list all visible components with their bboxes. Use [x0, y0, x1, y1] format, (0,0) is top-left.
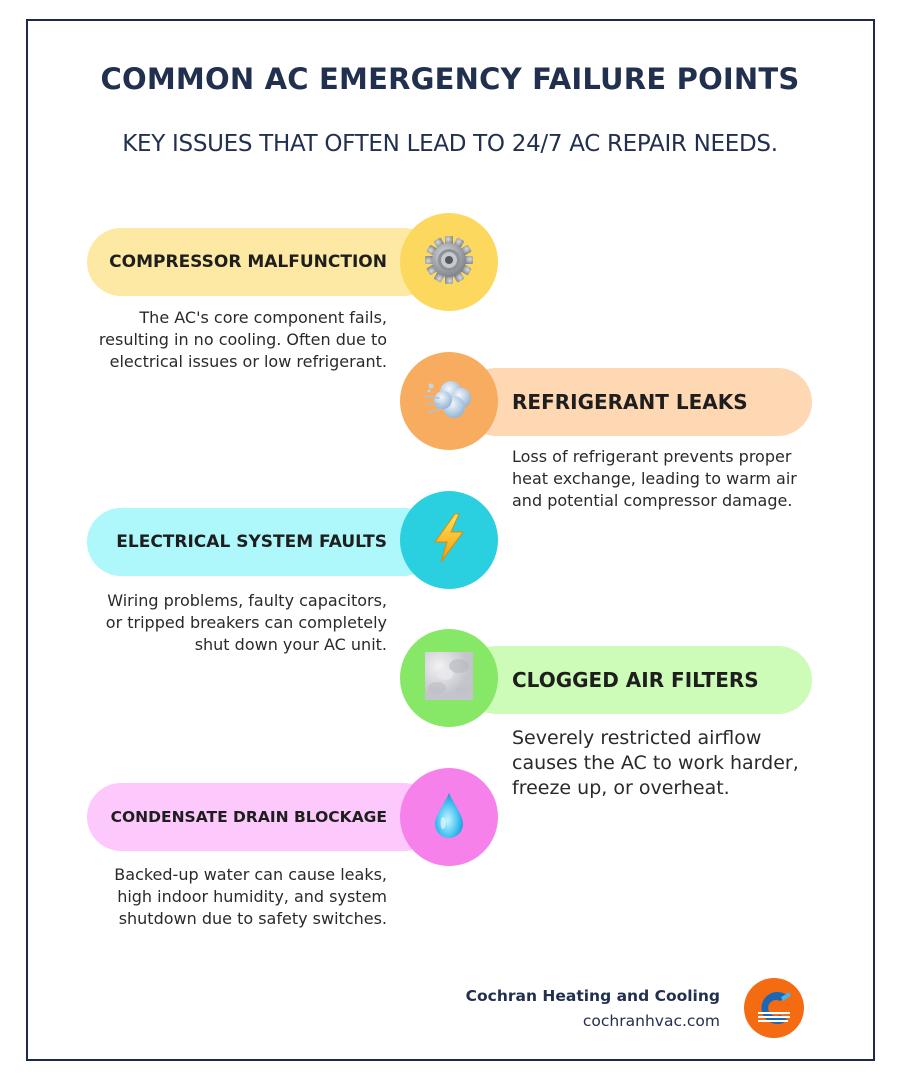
item-description: Backed-up water can cause leaks, high indoor humidity, and system shutdown due to safety switches. — [114, 865, 387, 928]
item-label: REFRIGERANT LEAKS — [512, 390, 748, 414]
cochran-c-icon — [744, 978, 804, 1038]
lightning-icon — [429, 512, 469, 568]
company-website[interactable]: cochranhvac.com — [582, 1012, 720, 1030]
item-filters-circle — [400, 629, 498, 727]
item-description: Severely restricted airflow causes the AC to work harder, freeze up, or overheat. — [512, 727, 799, 799]
item-description: Wiring problems, faulty capacitors, or tripped breakers can completely shut down your AC unit. — [105, 591, 387, 654]
water-drop-icon — [432, 791, 466, 843]
item-label: ELECTRICAL SYSTEM FAULTS — [116, 532, 387, 552]
item-label: COMPRESSOR MALFUNCTION — [109, 252, 387, 272]
item-condensate-pill — [87, 783, 437, 851]
page-title: COMMON AC EMERGENCY FAILURE POINTS — [100, 62, 800, 96]
item-description: Loss of refrigerant prevents proper heat exchange, leading to warm air and potential compressor damage. — [512, 447, 797, 510]
gear-icon — [423, 234, 475, 290]
company-logo — [744, 978, 804, 1038]
item-compressor-pill — [87, 228, 437, 296]
item-refrigerant-circle — [400, 352, 498, 450]
item-refrigerant-pill — [462, 368, 812, 436]
item-label: CONDENSATE DRAIN BLOCKAGE — [110, 808, 387, 826]
item-description: The AC's core component fails, resulting in no cooling. Often due to electrical issues or low refrigerant. — [98, 308, 387, 371]
item-label: CLOGGED AIR FILTERS — [512, 668, 759, 692]
item-compressor-circle — [400, 213, 498, 311]
item-filters-pill — [462, 646, 812, 714]
item-condensate-circle — [400, 768, 498, 866]
dirty-filter-icon — [425, 652, 473, 704]
company-name: Cochran Heating and Cooling — [465, 987, 720, 1005]
leak-cloud-icon — [421, 374, 477, 428]
item-electrical-pill — [87, 508, 437, 576]
page-subtitle: KEY ISSUES THAT OFTEN LEAD TO 24/7 AC REPAIR NEEDS. — [122, 131, 778, 157]
item-electrical-circle — [400, 491, 498, 589]
